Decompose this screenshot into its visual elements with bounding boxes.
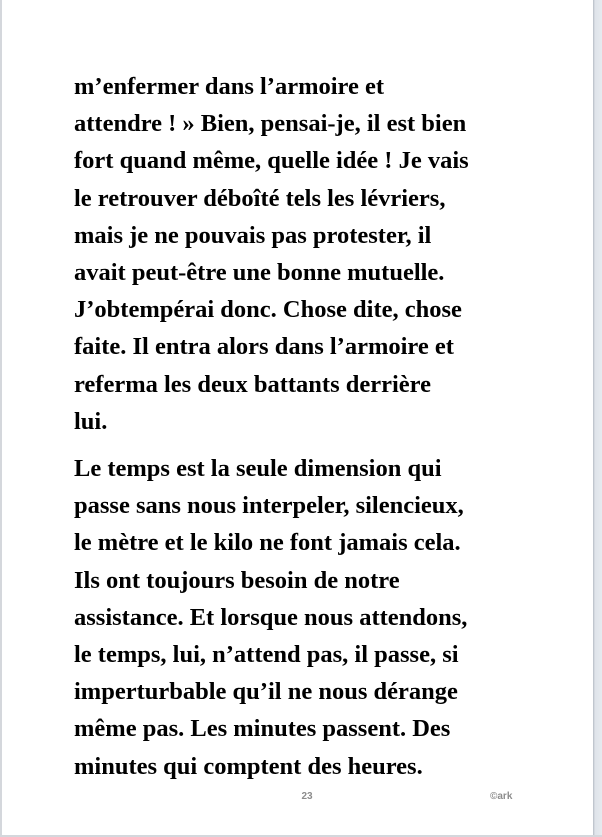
text-line: le retrouver déboîté tels les lévriers, bbox=[74, 184, 446, 212]
text-line: m’enfermer dans l’armoire et bbox=[74, 73, 384, 100]
text-line: attendre ! » Bien, pensai-je, il est bien bbox=[74, 110, 467, 138]
text-line: J’obtempérai donc. Chose dite, chose bbox=[74, 296, 462, 324]
paragraph-spacer bbox=[74, 440, 544, 450]
page-left-edge bbox=[0, 0, 2, 837]
paragraph-1 bbox=[74, 68, 544, 440]
text-line: fort quand même, quelle idée ! Je vais bbox=[74, 147, 469, 175]
paragraph-2 bbox=[74, 450, 544, 785]
text-line: referma les deux battants derrière bbox=[74, 370, 431, 398]
text-line: passe sans nous interpeler, silencieux, bbox=[74, 492, 464, 520]
text-line: le temps, lui, n’attend pas, il passe, si bbox=[74, 641, 459, 669]
text-line: avait peut-être une bonne mutuelle. bbox=[74, 259, 445, 287]
text-line: minutes qui comptent des heures. bbox=[74, 752, 423, 780]
viewer-scrollbar-edge bbox=[593, 0, 602, 837]
page-number: 23 bbox=[301, 791, 313, 802]
copyright-mark: ©ark bbox=[490, 791, 513, 802]
text-line: Le temps est la seule dimension qui bbox=[74, 455, 442, 483]
text-line: assistance. Et lorsque nous attendons, bbox=[74, 603, 468, 631]
page-body-text bbox=[74, 68, 544, 785]
text-line: lui. bbox=[74, 407, 108, 435]
text-line: mais je ne pouvais pas protester, il bbox=[74, 221, 432, 249]
text-line: imperturbable qu’il ne nous dérange bbox=[74, 678, 458, 706]
text-line: Ils ont toujours besoin de notre bbox=[74, 566, 400, 594]
text-line: le mètre et le kilo ne font jamais cela. bbox=[74, 529, 461, 557]
text-line: même pas. Les minutes passent. Des bbox=[74, 715, 451, 743]
text-line: faite. Il entra alors dans l’armoire et bbox=[74, 333, 454, 361]
